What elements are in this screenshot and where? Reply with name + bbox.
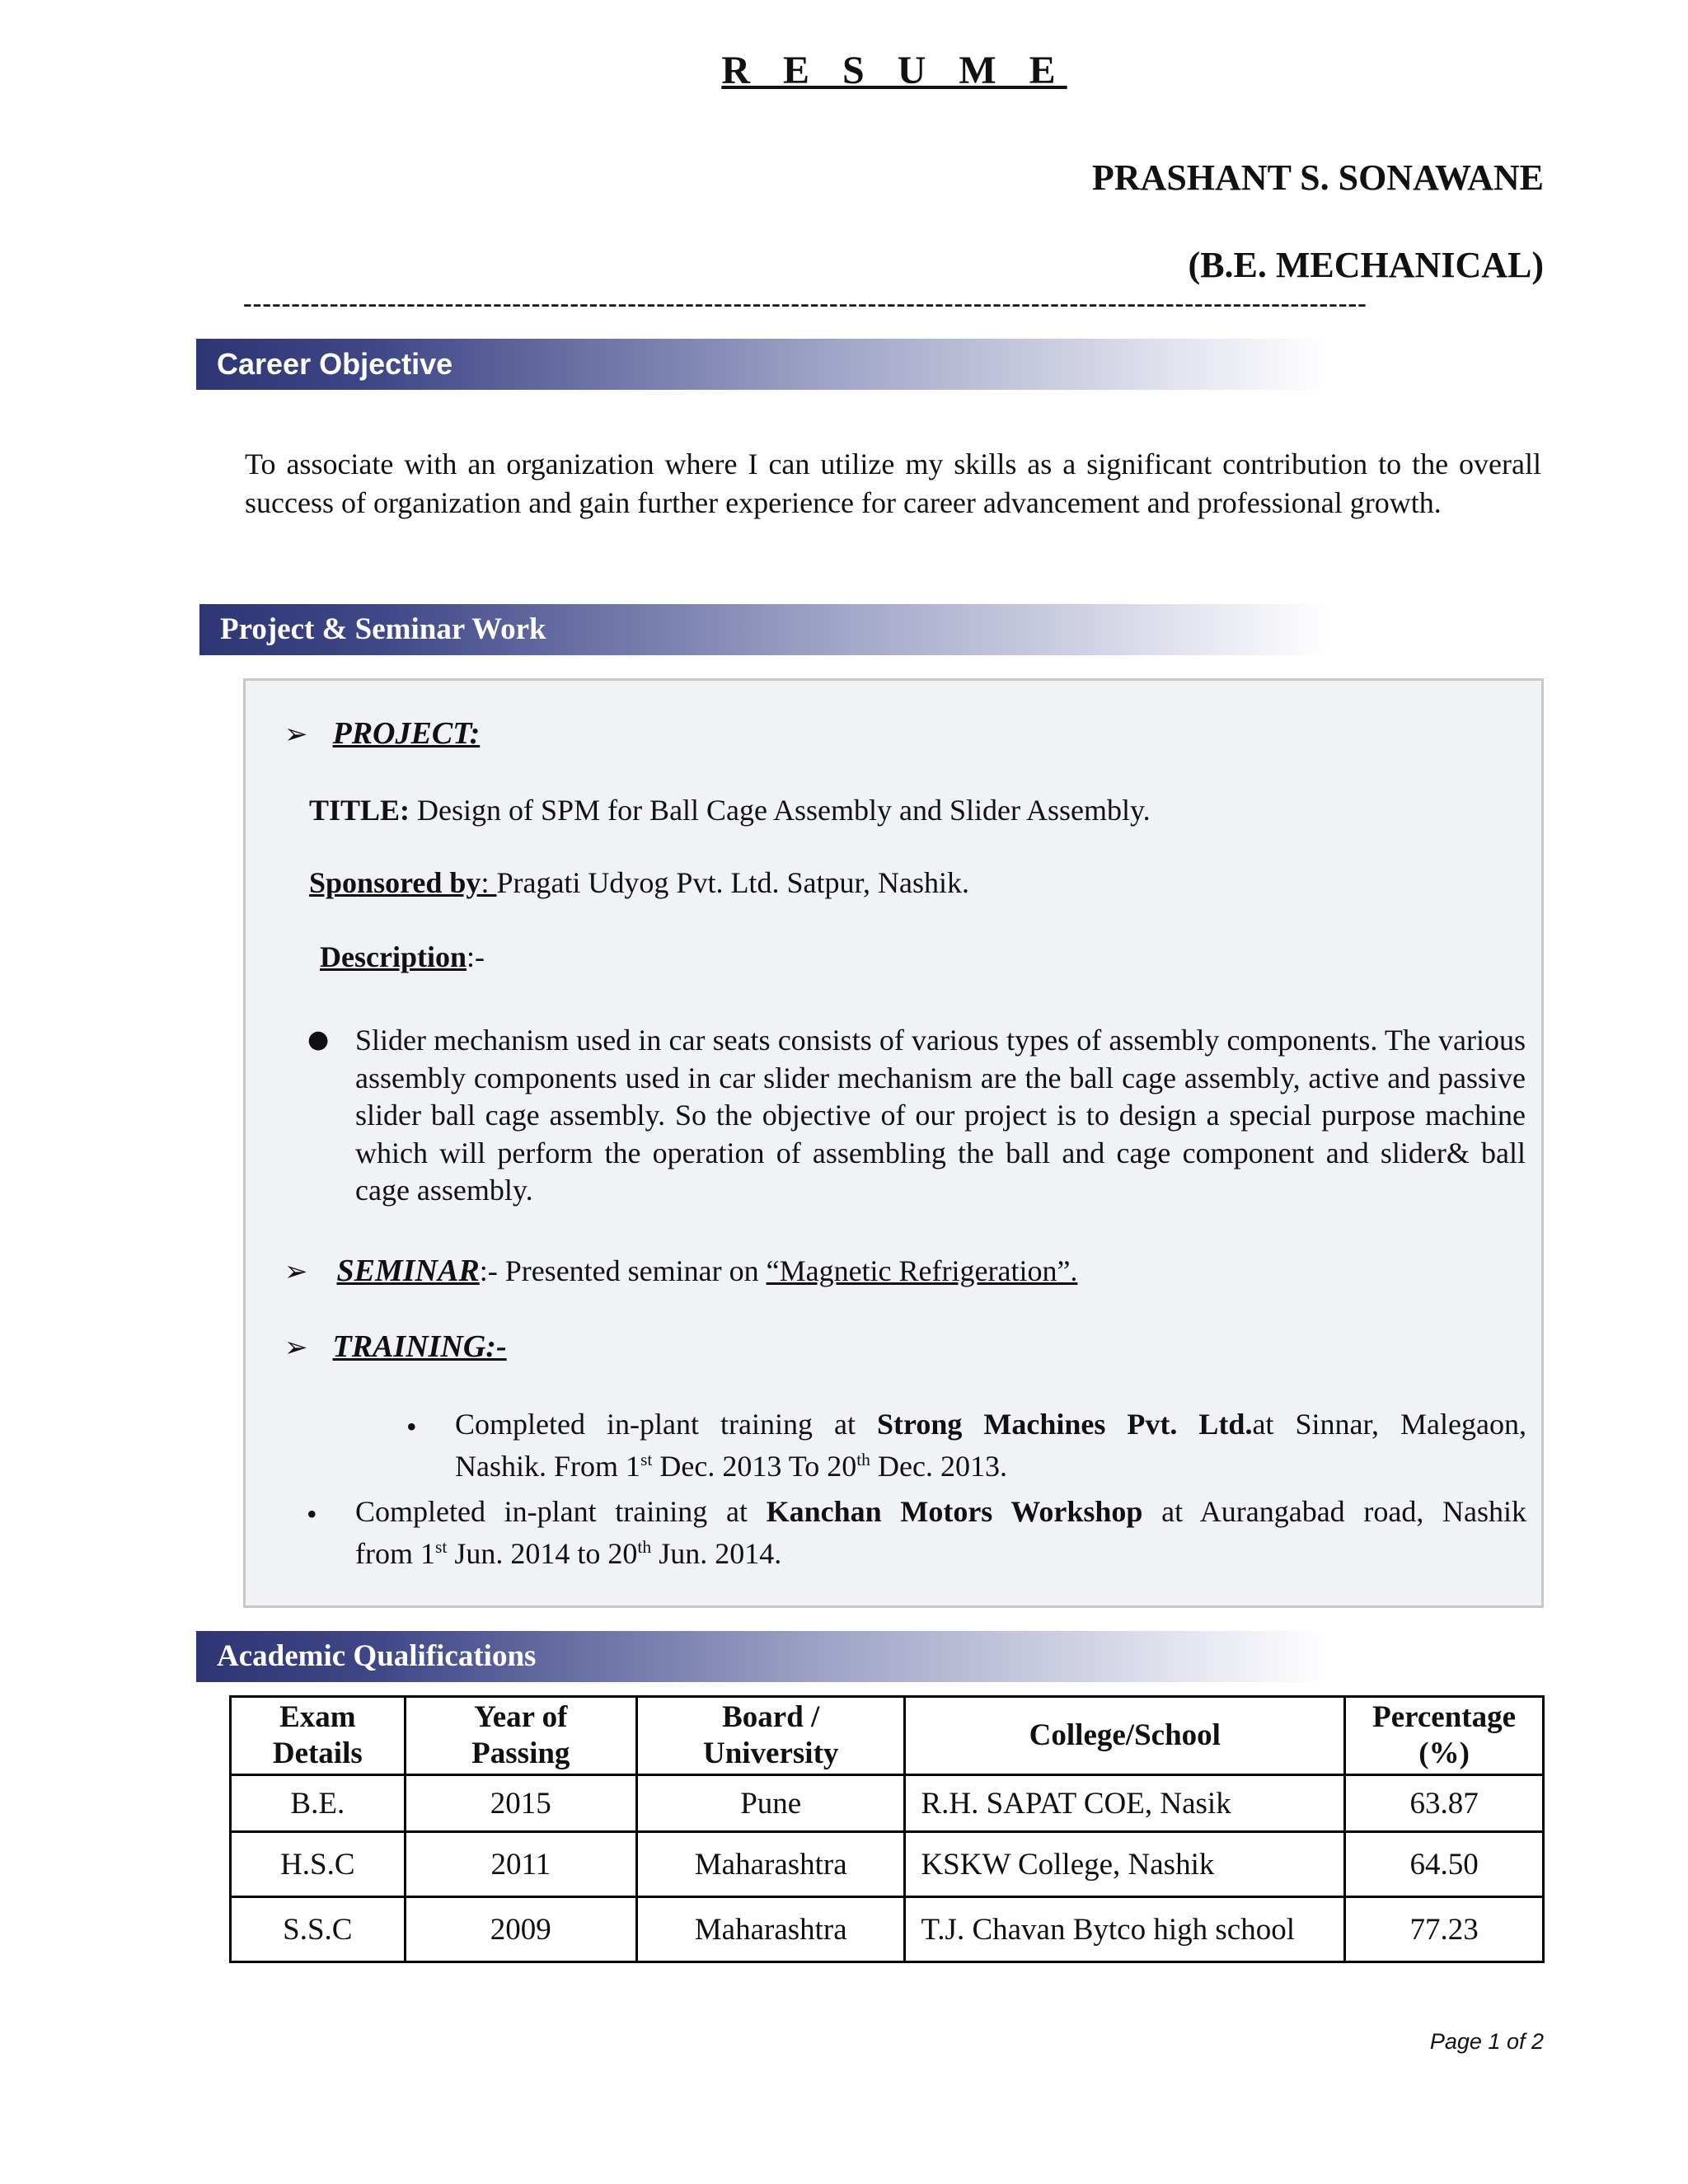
arrow-bullet-icon: ➢	[284, 1331, 308, 1364]
bullet-icon: •	[406, 1410, 417, 1443]
training-label: TRAINING:-	[332, 1329, 507, 1364]
training-2-date-a: from 1	[355, 1537, 435, 1570]
project-label: PROJECT:	[332, 716, 481, 751]
col-header-text: Passing	[471, 1736, 570, 1770]
table-cell: 2009	[405, 1897, 636, 1962]
table-cell: R.H. SAPAT COE, Nasik	[905, 1775, 1345, 1832]
training-1-sup-a: st	[640, 1450, 653, 1469]
academic-heading: Academic Qualifications	[196, 1631, 1482, 1682]
col-header-text: College/School	[1029, 1718, 1221, 1752]
seminar-label: SEMINAR	[336, 1254, 480, 1288]
training-2-sup-a: st	[434, 1537, 448, 1557]
seminar-item	[284, 1253, 1077, 1289]
candidate-name: PRASHANT S. SONAWANE	[1091, 157, 1544, 198]
training-2-prefix: Completed in-plant training at	[355, 1495, 767, 1528]
training-2-suffix: at Aurangabad road, Nashik	[1142, 1495, 1526, 1528]
career-objective-heading: Career Objective	[196, 339, 1482, 390]
col-header-text: Board /	[722, 1700, 820, 1734]
col-header-text: Year of	[474, 1700, 568, 1734]
training-1-line1	[455, 1407, 1526, 1441]
table-cell: 77.23	[1345, 1897, 1544, 1962]
table-cell: KSKW College, Nashik	[905, 1832, 1345, 1897]
table-cell: Maharashtra	[636, 1832, 904, 1897]
separator-line: ---------------------------------------------------------------------------------------------------------------------	[243, 288, 1367, 316]
table-row	[231, 1897, 1544, 1962]
arrow-bullet-icon: ➢	[284, 718, 308, 751]
table-cell: T.J. Chavan Bytco high school	[905, 1897, 1345, 1962]
col-header-text: Details	[272, 1736, 363, 1770]
training-2-line1	[355, 1494, 1526, 1529]
project-heading	[284, 715, 480, 752]
description-sep: :-	[466, 940, 485, 973]
career-objective-text: To associate with an organization where I can utilize my skills as a significant contribution to the overall success of organization and gain further experience for career advancement and professional growth.	[245, 448, 1541, 519]
project-sponsor	[309, 865, 969, 900]
col-header-exam	[231, 1697, 406, 1775]
seminar-topic: “Magnetic Refrigeration”.	[766, 1254, 1078, 1287]
col-header-text: Percentage	[1372, 1700, 1517, 1734]
table-cell: 2015	[405, 1775, 636, 1832]
training-2-sup-b: th	[637, 1537, 652, 1557]
training-2-company: Kanchan Motors Workshop	[766, 1495, 1143, 1528]
sponsored-sep: :	[481, 866, 497, 899]
table-cell: H.S.C	[231, 1832, 406, 1897]
col-header-board	[636, 1697, 904, 1775]
table-cell: 2011	[405, 1832, 636, 1897]
training-2-line2	[355, 1536, 781, 1571]
training-2-date-b: Jun. 2014 to 20	[447, 1537, 638, 1570]
training-2-date-c: Jun. 2014.	[651, 1537, 782, 1570]
col-header-college	[905, 1697, 1345, 1775]
training-1-line2	[455, 1449, 1007, 1483]
bullet-icon: ●	[307, 1025, 330, 1054]
candidate-degree: (B.E. MECHANICAL)	[1188, 245, 1544, 285]
training-1-date-a: Nashik. From 1	[455, 1450, 640, 1483]
training-1-sup-b: th	[856, 1450, 870, 1469]
training-1-prefix: Completed in-plant training at	[455, 1408, 878, 1441]
project-title	[309, 793, 1151, 827]
col-header-text: University	[702, 1736, 839, 1770]
page-number: Page 1 of 2	[1429, 2029, 1544, 2054]
training-1-suffix: at Sinnar, Malegaon,	[1252, 1408, 1526, 1441]
project-seminar-heading: Project & Seminar Work	[199, 604, 1485, 655]
col-header-text: (%)	[1418, 1736, 1470, 1770]
resume-title: R E S U M E	[721, 49, 1067, 92]
table-row	[231, 1775, 1544, 1832]
seminar-text: :- Presented seminar on	[479, 1254, 767, 1287]
sponsored-label: Sponsored by	[309, 866, 481, 899]
table-cell: 64.50	[1345, 1832, 1544, 1897]
title-label: TITLE:	[309, 794, 410, 827]
table-header-row	[231, 1697, 1544, 1775]
description-label: Description	[320, 940, 467, 973]
col-header-text: Exam	[279, 1700, 356, 1734]
table-cell: B.E.	[231, 1775, 406, 1832]
sponsored-text: Pragati Udyog Pvt. Ltd. Satpur, Nashik.	[496, 866, 969, 899]
training-1-date-c: Dec. 2013.	[870, 1450, 1007, 1483]
title-text: Design of SPM for Ball Cage Assembly and Slider Assembly.	[410, 794, 1151, 827]
training-1-company: Strong Machines Pvt. Ltd.	[877, 1408, 1253, 1441]
arrow-bullet-icon: ➢	[284, 1255, 308, 1288]
col-header-year	[405, 1697, 636, 1775]
academic-table	[229, 1695, 1545, 1963]
description-text: Slider mechanism used in car seats consists of various types of assembly components. The various assembly components used in car slider mechanism are the ball cage assembly, active and passive slider ball cage assembly. So the objective of our project is to design a special purpose machine which will perform the operation of assembling the ball and cage component and slider& ball cage assembly.	[355, 1024, 1526, 1207]
table-cell: Pune	[636, 1775, 904, 1832]
col-header-percentage	[1345, 1697, 1544, 1775]
table-row	[231, 1832, 1544, 1897]
table-cell: S.S.C	[231, 1897, 406, 1962]
table-cell: Maharashtra	[636, 1897, 904, 1962]
table-cell: 63.87	[1345, 1775, 1544, 1832]
training-heading	[284, 1329, 507, 1365]
training-1-date-b: Dec. 2013 To 20	[652, 1450, 857, 1483]
description-heading	[320, 940, 485, 974]
bullet-icon: •	[307, 1497, 317, 1530]
